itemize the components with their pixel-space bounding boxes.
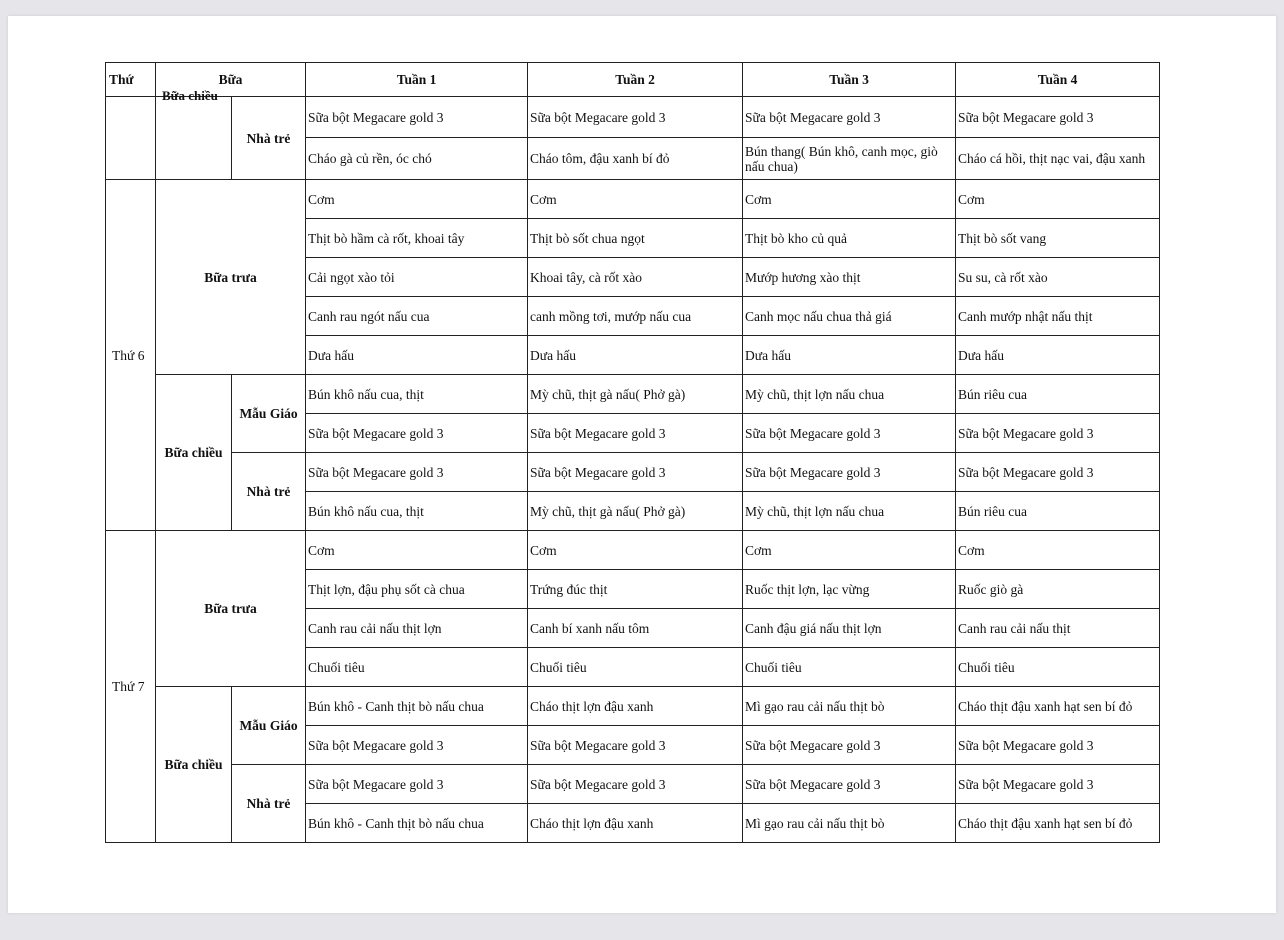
menu-cell: Mì gạo rau cải nấu thịt bò [743,687,956,726]
table-row [106,531,1160,570]
menu-cell: Sữa bột Megacare gold 3 [956,453,1160,492]
menu-cell: Thịt bò sốt vang [956,219,1160,258]
menu-cell: Chuối tiêu [956,648,1160,687]
menu-cell: Bún khô nấu cua, thịt [306,492,528,531]
header-week-1: Tuần 1 [306,63,528,97]
menu-cell: Bún riêu cua [956,492,1160,531]
menu-cell: Canh bí xanh nấu tôm [528,609,743,648]
menu-cell: Canh mướp nhật nấu thịt [956,297,1160,336]
menu-cell: Mướp hương xào thịt [743,258,956,297]
menu-cell: Thịt lợn, đậu phụ sốt cà chua [306,570,528,609]
menu-cell: Sữa bột Megacare gold 3 [956,414,1160,453]
menu-cell: Ruốc thịt lợn, lạc vừng [743,570,956,609]
menu-cell: Trứng đúc thịt [528,570,743,609]
menu-cell: Cháo thịt đậu xanh hạt sen bí đỏ [956,804,1160,843]
menu-cell: Cơm [743,531,956,570]
menu-cell: Mỳ chũ, thịt lợn nấu chua [743,492,956,531]
meal-cell-afternoon: Bữa chiều [156,375,232,531]
menu-cell: Bún khô nấu cua, thịt [306,375,528,414]
menu-cell: Dưa hấu [743,336,956,375]
menu-cell: Cơm [956,180,1160,219]
menu-cell: Cơm [956,531,1160,570]
header-row [106,63,1160,97]
menu-cell: Cơm [528,531,743,570]
meal-cell-lunch: Bữa trưa [156,180,306,375]
table-row [106,453,1160,492]
menu-cell: Sữa bột Megacare gold 3 [956,97,1160,138]
menu-cell: Sữa bột Megacare gold 3 [743,765,956,804]
menu-cell: canh mồng tơi, mướp nấu cua [528,297,743,336]
meal-cell-lunch: Bữa trưa [156,531,306,687]
menu-cell: Cơm [743,180,956,219]
menu-cell: Dưa hấu [306,336,528,375]
group-cell: Nhà trẻ [232,97,306,180]
menu-cell: Sữa bột Megacare gold 3 [528,97,743,138]
menu-cell: Thịt bò kho củ quả [743,219,956,258]
menu-cell: Ruốc giò gà [956,570,1160,609]
group-cell-mau-giao: Mẫu Giáo [232,375,306,453]
menu-cell: Khoai tây, cà rốt xào [528,258,743,297]
menu-cell: Sữa bột Megacare gold 3 [743,726,956,765]
menu-cell: Chuối tiêu [306,648,528,687]
header-week-2: Tuần 2 [528,63,743,97]
menu-cell: Thịt bò hầm cà rốt, khoai tây [306,219,528,258]
group-cell-nha-tre: Nhà trẻ [232,765,306,843]
menu-cell: Canh đậu giá nấu thịt lợn [743,609,956,648]
menu-cell: Cơm [528,180,743,219]
group-cell-nha-tre: Nhà trẻ [232,453,306,531]
day-cell-thu-7: Thứ 7 [106,531,156,843]
table-row [106,765,1160,804]
meal-cell [156,88,232,180]
header-day: Thứ [106,63,156,97]
menu-cell: Cháo thịt lợn đậu xanh [528,804,743,843]
menu-cell: Thịt bò sốt chua ngọt [528,219,743,258]
meal-label: Bữa chiều [162,88,218,103]
menu-cell: Bún thang( Bún khô, canh mọc, giò nấu chua) [743,138,956,180]
menu-cell: Cháo gà củ rền, óc chó [306,138,528,180]
menu-cell: Bún riêu cua [956,375,1160,414]
table-row [106,180,1160,219]
menu-cell: Cải ngọt xào tỏi [306,258,528,297]
menu-cell: Bún khô - Canh thịt bò nấu chua [306,804,528,843]
day-cell-thu-6: Thứ 6 [106,180,156,531]
menu-cell: Mỳ chũ, thịt lợn nấu chua [743,375,956,414]
menu-cell: Sữa bột Megacare gold 3 [306,765,528,804]
menu-cell: Canh mọc nấu chua thả giá [743,297,956,336]
menu-cell: Sữa bột Megacare gold 3 [528,765,743,804]
menu-cell: Sữa bột Megacare gold 3 [306,97,528,138]
menu-cell: Sữa bột Megacare gold 3 [743,97,956,138]
menu-cell: Sữa bột Megacare gold 3 [743,414,956,453]
menu-cell: Canh rau cải nấu thịt lợn [306,609,528,648]
menu-cell: Canh rau ngót nấu cua [306,297,528,336]
menu-cell: Dưa hấu [528,336,743,375]
menu-cell: Sữa bột Megacare gold 3 [528,453,743,492]
menu-cell: Su su, cà rốt xào [956,258,1160,297]
menu-cell: Sữa bột Megacare gold 3 [528,414,743,453]
menu-cell: Sữa bột Megacare gold 3 [306,414,528,453]
menu-cell: Sữa bột Megacare gold 3 [956,765,1160,804]
menu-cell: Chuối tiêu [528,648,743,687]
day-cell [106,97,156,180]
menu-cell: Chuối tiêu [743,648,956,687]
menu-cell: Sữa bột Megacare gold 3 [956,726,1160,765]
menu-cell: Cháo tôm, đậu xanh bí đỏ [528,138,743,180]
group-cell-mau-giao: Mẫu Giáo [232,687,306,765]
menu-cell: Cơm [306,180,528,219]
table-row [106,687,1160,726]
menu-cell: Cháo thịt lợn đậu xanh [528,687,743,726]
header-week-4: Tuần 4 [956,63,1160,97]
weekly-menu-table [105,62,1160,843]
header-week-3: Tuần 3 [743,63,956,97]
menu-cell: Mì gạo rau cải nấu thịt bò [743,804,956,843]
menu-cell: Mỳ chũ, thịt gà nấu( Phở gà) [528,492,743,531]
table-row [106,97,1160,138]
menu-cell: Mỳ chũ, thịt gà nấu( Phở gà) [528,375,743,414]
meal-cell-afternoon: Bữa chiều [156,687,232,843]
menu-cell: Canh rau cải nấu thịt [956,609,1160,648]
menu-cell: Bún khô - Canh thịt bò nấu chua [306,687,528,726]
menu-cell: Sữa bột Megacare gold 3 [528,726,743,765]
menu-cell: Cơm [306,531,528,570]
header-meal: Bữa [156,63,306,97]
menu-cell: Sữa bột Megacare gold 3 [306,453,528,492]
menu-cell: Sữa bột Megacare gold 3 [306,726,528,765]
menu-cell: Cháo thịt đậu xanh hạt sen bí đỏ [956,687,1160,726]
menu-cell: Cháo cá hồi, thịt nạc vai, đậu xanh [956,138,1160,180]
menu-cell: Sữa bột Megacare gold 3 [743,453,956,492]
table-row [106,375,1160,414]
menu-cell: Dưa hấu [956,336,1160,375]
